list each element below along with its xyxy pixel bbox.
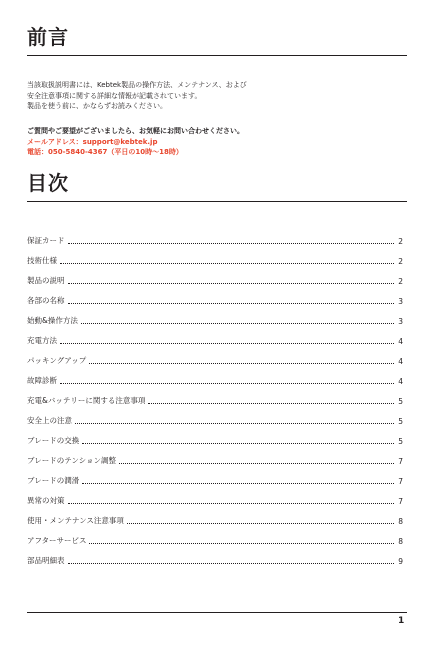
toc-leader-dots	[82, 483, 394, 484]
toc-entry[interactable]	[27, 326, 403, 346]
page-number: 1	[398, 616, 405, 626]
toc-entry-page: 5	[398, 417, 403, 426]
toc-entry[interactable]	[27, 486, 403, 506]
toc-entry[interactable]	[27, 246, 403, 266]
toc-leader-dots	[60, 263, 394, 264]
toc-entry-page: 7	[398, 497, 403, 506]
intro-line: 当該取扱説明書には、Kebtek製品の操作方法、メンテナンス、および	[27, 81, 247, 89]
toc-entry-title: 各部の名称	[27, 296, 65, 305]
email-line[interactable]: メールアドレス：support@kebtek.jp	[27, 137, 158, 146]
toc-leader-dots	[60, 343, 394, 344]
toc-entry-page: 5	[398, 397, 403, 406]
contact-block	[27, 126, 244, 158]
toc-entry-page: 3	[398, 317, 403, 326]
intro-line: 製品を使う前に、かならずお読みください。	[27, 102, 167, 110]
toc-entry[interactable]	[27, 306, 403, 326]
toc-entry-page: 2	[398, 277, 403, 286]
toc-entry[interactable]	[27, 446, 403, 466]
toc-entry-title: 異常の対策	[27, 496, 65, 505]
toc-entry[interactable]	[27, 366, 403, 386]
preface-heading: 前言	[27, 25, 69, 49]
toc-entry-page: 9	[398, 557, 403, 566]
footer-rule	[27, 612, 407, 613]
toc-entry[interactable]	[27, 466, 403, 486]
toc-heading: 目次	[27, 171, 69, 195]
preface-rule	[27, 55, 407, 56]
toc-entry-page: 8	[398, 517, 403, 526]
toc-leader-dots	[75, 423, 394, 424]
toc-entry[interactable]	[27, 506, 403, 526]
toc-entry-title: パッキングアップ	[27, 356, 87, 365]
toc-leader-dots	[81, 323, 394, 324]
toc-entry-page: 3	[398, 297, 403, 306]
toc-leader-dots	[89, 543, 394, 544]
toc-leader-dots	[119, 463, 394, 464]
toc-entry-title: 部品明細表	[27, 556, 65, 565]
toc-entry-title: ブレードの交換	[27, 436, 80, 445]
toc-leader-dots	[60, 383, 394, 384]
toc-entry-page: 4	[398, 377, 403, 386]
toc-leader-dots	[148, 403, 394, 404]
toc-entry-page: 4	[398, 357, 403, 366]
toc-entry[interactable]	[27, 546, 403, 566]
intro-line: 安全注意事項に関する詳細な情報が記載されています。	[27, 91, 202, 100]
toc-entry-page: 2	[398, 237, 403, 246]
toc-entry-title: 充電&バッテリーに関する注意事項	[27, 396, 146, 405]
toc-entry-title: ブレードのテンション調整	[27, 456, 116, 465]
toc-entry-page: 5	[398, 437, 403, 446]
toc-leader-dots	[89, 363, 394, 364]
toc-entry[interactable]	[27, 226, 403, 246]
toc-leader-dots	[68, 243, 395, 244]
toc-entry-title: 故障診断	[27, 376, 57, 385]
contact-line: ご質問やご要望がございましたら、お気軽にお問い合わせください。	[27, 127, 244, 135]
table-of-contents	[27, 226, 403, 566]
phone-line: 電話：050-5840-4367（平日の10時〜18時）	[27, 148, 183, 156]
toc-entry-page: 4	[398, 337, 403, 346]
toc-entry-title: 使用・メンテナンス注意事項	[27, 516, 124, 525]
toc-entry[interactable]	[27, 406, 403, 426]
toc-leader-dots	[127, 523, 394, 524]
toc-entry-page: 8	[398, 537, 403, 546]
toc-entry-title: ブレードの潤滑	[27, 476, 80, 485]
toc-rule	[27, 201, 407, 202]
toc-entry-title: 充電方法	[27, 336, 57, 345]
toc-entry-title: 始動&操作方法	[27, 316, 78, 325]
toc-entry[interactable]	[27, 346, 403, 366]
toc-leader-dots	[68, 283, 395, 284]
toc-entry-title: アフターサービス	[27, 536, 87, 545]
toc-entry[interactable]	[27, 286, 403, 306]
intro-text	[27, 80, 387, 112]
toc-leader-dots	[68, 563, 395, 564]
toc-entry-page: 7	[398, 477, 403, 486]
toc-entry-title: 安全上の注意	[27, 416, 72, 425]
toc-entry-title: 技術仕様	[27, 256, 57, 265]
toc-entry-title: 保証カード	[27, 236, 65, 245]
toc-entry[interactable]	[27, 386, 403, 406]
toc-leader-dots	[68, 503, 395, 504]
toc-entry-page: 2	[398, 257, 403, 266]
toc-leader-dots	[68, 303, 395, 304]
toc-entry[interactable]	[27, 426, 403, 446]
toc-entry[interactable]	[27, 526, 403, 546]
toc-entry[interactable]	[27, 266, 403, 286]
toc-entry-page: 7	[398, 457, 403, 466]
toc-entry-title: 製品の説明	[27, 276, 65, 285]
toc-leader-dots	[82, 443, 394, 444]
